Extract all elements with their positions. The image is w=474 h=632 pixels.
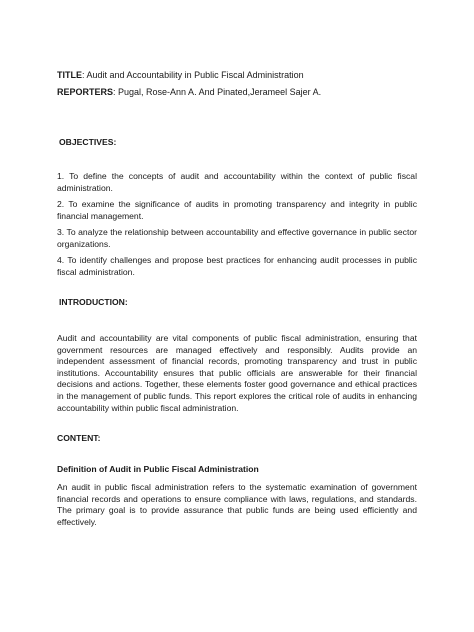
objectives-heading: OBJECTIVES: bbox=[59, 137, 117, 147]
title-text: : Audit and Accountability in Public Fiscal Administration bbox=[82, 70, 304, 80]
content-heading: CONTENT: bbox=[57, 433, 101, 443]
definition-heading: Definition of Audit in Public Fiscal Administration bbox=[57, 464, 259, 474]
title-line bbox=[57, 70, 417, 82]
reporters-line bbox=[57, 87, 417, 99]
introduction-heading: INTRODUCTION: bbox=[59, 297, 128, 307]
reporters-label: REPORTERS bbox=[57, 87, 114, 97]
reporters-text: : Pugal, Rose-Ann A. And Pinated,Jerameel Sajer A. bbox=[113, 87, 322, 97]
title-label: TITLE bbox=[57, 70, 82, 80]
introduction-paragraph: Audit and accountability are vital components of public fiscal administration, ensuring that government resources are managed effectively and responsibly. Audits provide an independent assessment of financial records, promoting transparency and trust in public institutions. Accountability ensures that public officials are answerable for their financial decisions and actions. Together, these elements foster good governance and ethical practices in the management of public funds. This report explores the critical role of audits in enhancing accountability within public fiscal administration. bbox=[57, 333, 417, 413]
objective-item: 1. To define the concepts of audit and accountability within the context of public fiscal administration. bbox=[57, 171, 417, 193]
objective-item: 4. To identify challenges and propose best practices for enhancing audit processes in public fiscal administration. bbox=[57, 255, 417, 277]
definition-paragraph: An audit in public fiscal administration refers to the systematic examination of government financial records and operations to ensure compliance with laws, regulations, and standards. The primary goal is to provide assurance that public funds are being used efficiently and effectively. bbox=[57, 482, 417, 527]
objective-item: 2. To examine the significance of audits in promoting transparency and integrity in public financial management. bbox=[57, 199, 417, 221]
objective-item: 3. To analyze the relationship between accountability and effective governance in public sector organizations. bbox=[57, 227, 417, 249]
